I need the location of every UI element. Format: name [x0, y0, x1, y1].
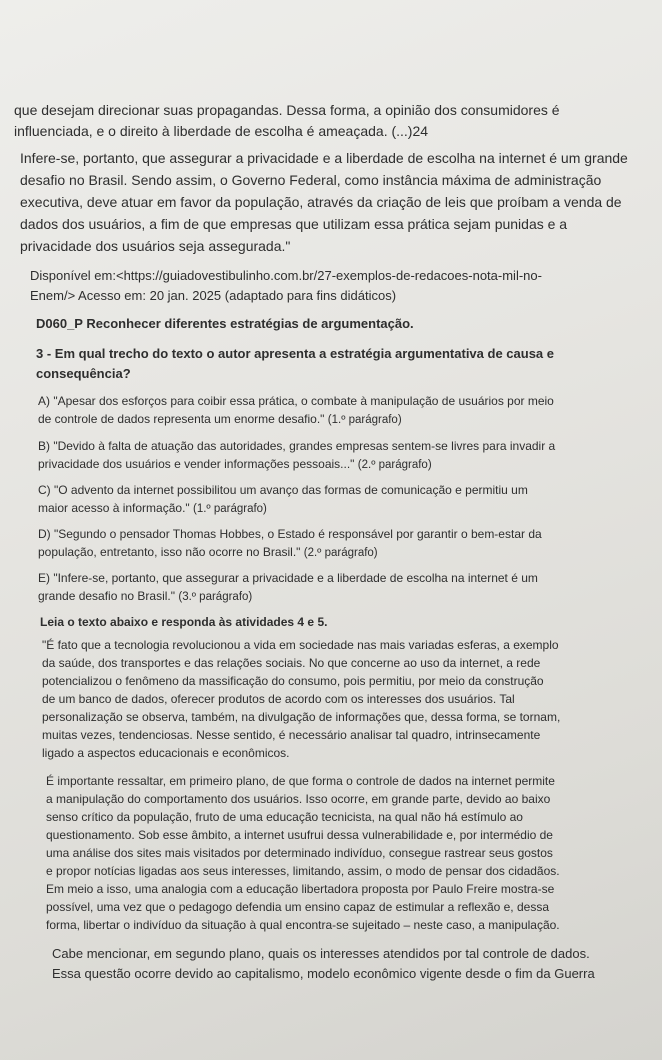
option-b-continuation [38, 456, 432, 473]
text2-p1-line: personalização se observa, também, na divulgação de informações que, dessa forma, se tornam, [42, 710, 561, 724]
text2-p2-line: possível, uma vez que o pedagogo defendia um ensino capaz de estimular a reflexão e, dessa [46, 900, 549, 914]
text2-p2-line: a manipulação do comportamento dos usuários. Isso ocorre, em grande parte, devido ao baixo [46, 792, 551, 806]
top-paragraph-line: que desejam direcionar suas propagandas. Dessa forma, a opinião dos consumidores é [14, 102, 560, 118]
option-b-text: privacidade dos usuários e vender informações pessoais..." [38, 457, 355, 471]
text2-p1-line: muitas vezes, tendenciosas. Nesse sentido, é necessário analisar tal quadro, intrinsecamente [42, 728, 541, 742]
question-text: 3 - Em qual trecho do texto o autor apresenta a estratégia argumentativa de causa e [36, 346, 554, 361]
option-d: D) "Segundo o pensador Thomas Hobbes, o Estado é responsável por garantir o bem-estar da [38, 527, 542, 541]
source-line: Enem/> Acesso em: 20 jan. 2025 (adaptado para fins didáticos) [30, 288, 397, 303]
option-e: E) "Infere-se, portanto, que assegurar a privacidade e a liberdade de escolha na internet é um [38, 571, 538, 585]
option-d-text: população, entretanto, isso não ocorre no Brasil." [38, 545, 301, 559]
option-c-text: maior acesso à informação." [38, 501, 190, 515]
question-text: consequência? [36, 366, 131, 381]
text2-p1-line: de um banco de dados, oferecer produtos de acordo com os interesses dos usuários. Tal [42, 692, 515, 706]
descriptor-heading: D060_P Reconhecer diferentes estratégias de argumentação. [36, 316, 414, 331]
option-c-reference: (1.º parágrafo) [193, 503, 267, 515]
text2-p2-line: e propor notícias ligadas aos seus interesses, limitando, assim, o modo de pensar dos cidadãos. [46, 864, 560, 878]
text2-p2-line: uma análise dos sites mais visitados por determinado indivíduo, consegue rastrear seus gostos [46, 846, 553, 860]
option-b-reference: (2.º parágrafo) [357, 459, 432, 471]
text2-p1-line: "É fato que a tecnologia revolucionou a vida em sociedade nas mais variadas esferas, a exemplo [42, 638, 559, 652]
text2-p2-line: senso crítico da população, fruto de uma educação tecnicista, na qual não há estímulo ao [46, 810, 523, 824]
option-e-text: grande desafio no Brasil." [38, 589, 176, 603]
option-c-continuation [38, 500, 267, 517]
text2-p1-line: potencializou o fenômeno da massificação do consumo, pois permitiu, por meio da construção [42, 674, 544, 688]
source-line: Disponível em:<https://guiadovestibulinho.com.br/27-exemplos-de-redacoes-nota-mil-no- [30, 268, 542, 283]
conclusion-line: Infere-se, portanto, que assegurar a privacidade e a liberdade de escolha na internet é um grande [20, 150, 628, 166]
option-a-reference: (1.º parágrafo) [327, 414, 402, 426]
text2-p3-line: Cabe mencionar, em segundo plano, quais os interesses atendidos por tal controle de dados. [52, 946, 590, 961]
conclusion-line: privacidade dos usuários seja assegurada." [20, 238, 291, 254]
text2-p1-line: da saúde, dos transportes e das relações sociais. No que concerne ao uso da internet, a rede [42, 656, 541, 670]
text2-p1-line: ligado a aspectos educacionais e econômicos. [42, 746, 290, 760]
conclusion-line: desafio no Brasil. Sendo assim, o Governo Federal, como instância máxima de administração [20, 172, 602, 188]
instruction-heading: Leia o texto abaixo e responda às atividades 4 e 5. [40, 615, 328, 629]
text2-p2-line: Em meio a isso, uma analogia com a educação libertadora proposta por Paulo Freire mostra-se [46, 882, 555, 896]
text2-p2-line: forma, libertar o indivíduo da situação à qual encontra-se sujeitado – neste caso, a manipulação. [46, 918, 560, 932]
text2-p2-line: questionamento. Sob esse âmbito, a internet usufrui dessa vulnerabilidade e, por intermédio de [46, 828, 553, 842]
option-a-continuation [38, 411, 402, 428]
option-d-reference: (2.º parágrafo) [303, 547, 378, 559]
option-d-continuation [38, 544, 378, 561]
option-b: B) "Devido à falta de atuação das autoridades, grandes empresas sentem-se livres para invadir a [38, 439, 556, 453]
top-paragraph-line: influenciada, e o direito à liberdade de escolha é ameaçada. (...)24 [14, 123, 429, 139]
option-a: A) "Apesar dos esforços para coibir essa prática, o combate à manipulação de usuários por meio [38, 394, 554, 408]
text2-p3-line: Essa questão ocorre devido ao capitalismo, modelo econômico vigente desde o fim da Guerra [52, 966, 595, 981]
option-a-text: de controle de dados representa um enorme desafio." [38, 412, 325, 426]
option-c: C) "O advento da internet possibilitou um avanço das formas de comunicação e permitiu um [38, 483, 528, 497]
option-e-reference: (3.º parágrafo) [178, 591, 253, 603]
text2-p2-line: É importante ressaltar, em primeiro plano, de que forma o controle de dados na internet permite [46, 774, 555, 788]
option-e-continuation [38, 588, 252, 605]
conclusion-line: dados dos usuários, a fim de que empresas que utilizam essa prática sejam punidas e a [20, 216, 568, 232]
conclusion-line: executiva, deve atuar em favor da população, através da criação de leis que proíbam a venda de [20, 194, 622, 210]
